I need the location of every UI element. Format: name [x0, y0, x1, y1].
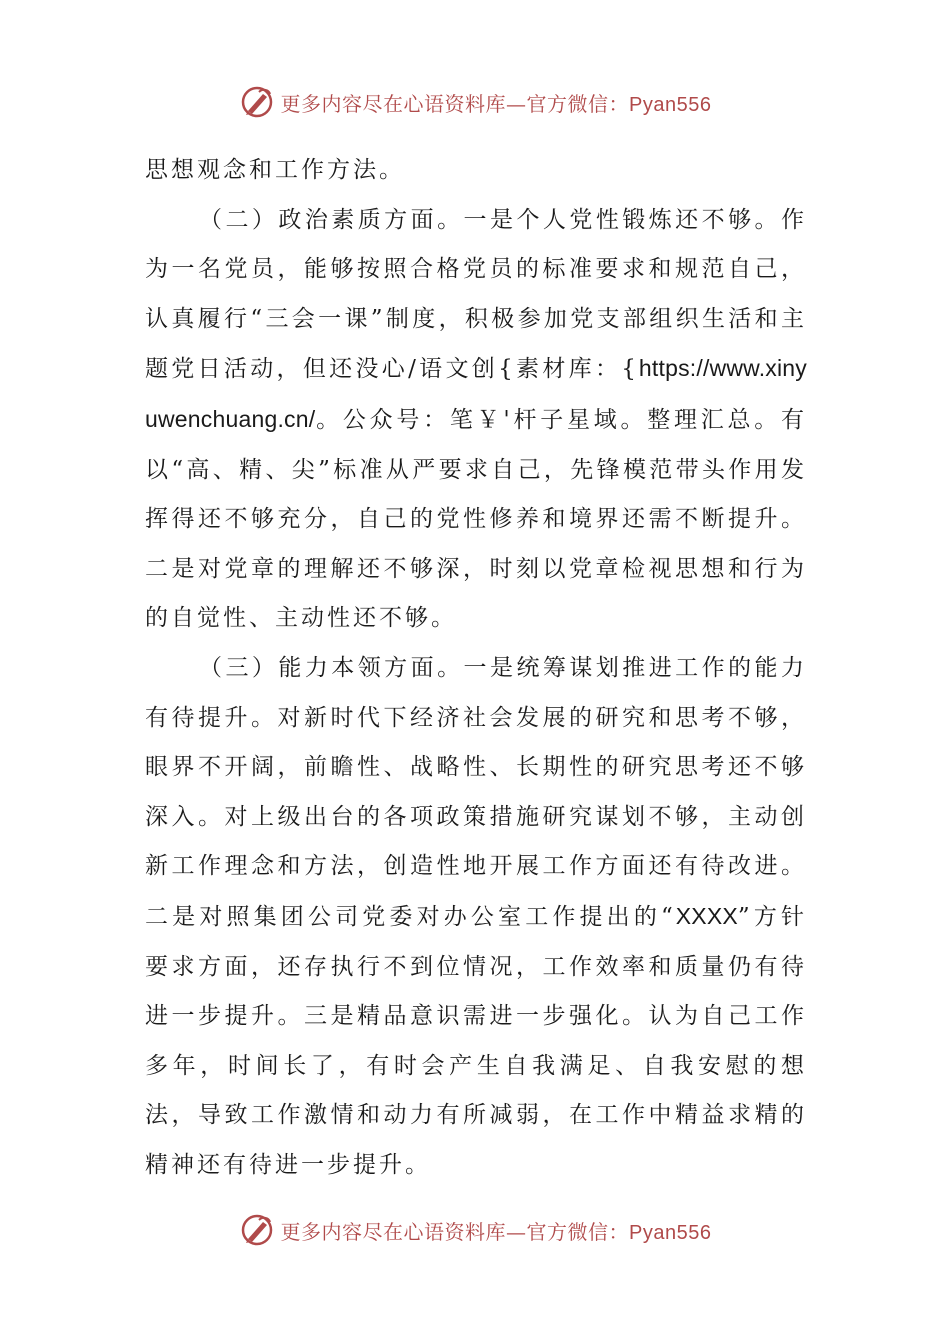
header-banner-text: 更多内容尽在心语资料库—官方微信：Pyan556: [280, 91, 712, 116]
website-url: https://www.xinyuwenchuang.cn/: [145, 355, 807, 432]
header-banner: [0, 80, 950, 124]
footer-wechat-id: Pyan556: [629, 1221, 712, 1244]
paragraph-political-quality: （二）政治素质方面。一是个人党性锻炼还不够。作为一名党员，能够按照合格党员的标准要求和规范自己，认真履行“三会一课”制度，积极参加党支部组织生活和主题党日活动，但还没心/语文创{素材库：{https://www.xinyuwenchuang.cn/。公众号：笔￥'杆子星域。整理汇总。有以“高、精、尖”标准从严要求自己，先锋模范带头作用发挥得还不够充分，自己的党性修养和境界还需不断提升。二是对党章的理解还不够深，时刻以党章检视思想和行为的自觉性、主动性还不够。: [145, 206, 807, 632]
paragraph-ability: （三）能力本领方面。一是统筹谋划推进工作的能力有待提升。对新时代下经济社会发展的研究和思考不够，眼界不开阔，前瞻性、战略性、长期性的研究思考还不够深入。对上级出台的各项政策措施研究谋划不够，主动创新工作理念和方法，创造性地开展工作方面还有待改进。二是对照集团公司党委对办公室工作提出的“XXXX”方针要求方面，还存执行不到位情况，工作效率和质量仍有待进一步提升。三是精品意识需进一步强化。认为自己工作多年，时间长了，有时会产生自我满足、自我安慰的想法，导致工作激情和动力有所减弱，在工作中精益求精的精神还有待进一步提升。: [145, 654, 807, 1178]
footer-banner-text: 更多内容尽在心语资料库—官方微信：Pyan556: [280, 1219, 712, 1244]
header-wechat-id: Pyan556: [629, 93, 712, 116]
policy-code: XXXX: [675, 902, 738, 929]
pen-logo-icon: [239, 84, 275, 120]
paragraph-continuation: 思想观念和工作方法。: [145, 157, 405, 183]
pen-logo-icon: [239, 1212, 275, 1248]
footer-banner: [0, 1208, 950, 1252]
document-body: [145, 146, 807, 1190]
